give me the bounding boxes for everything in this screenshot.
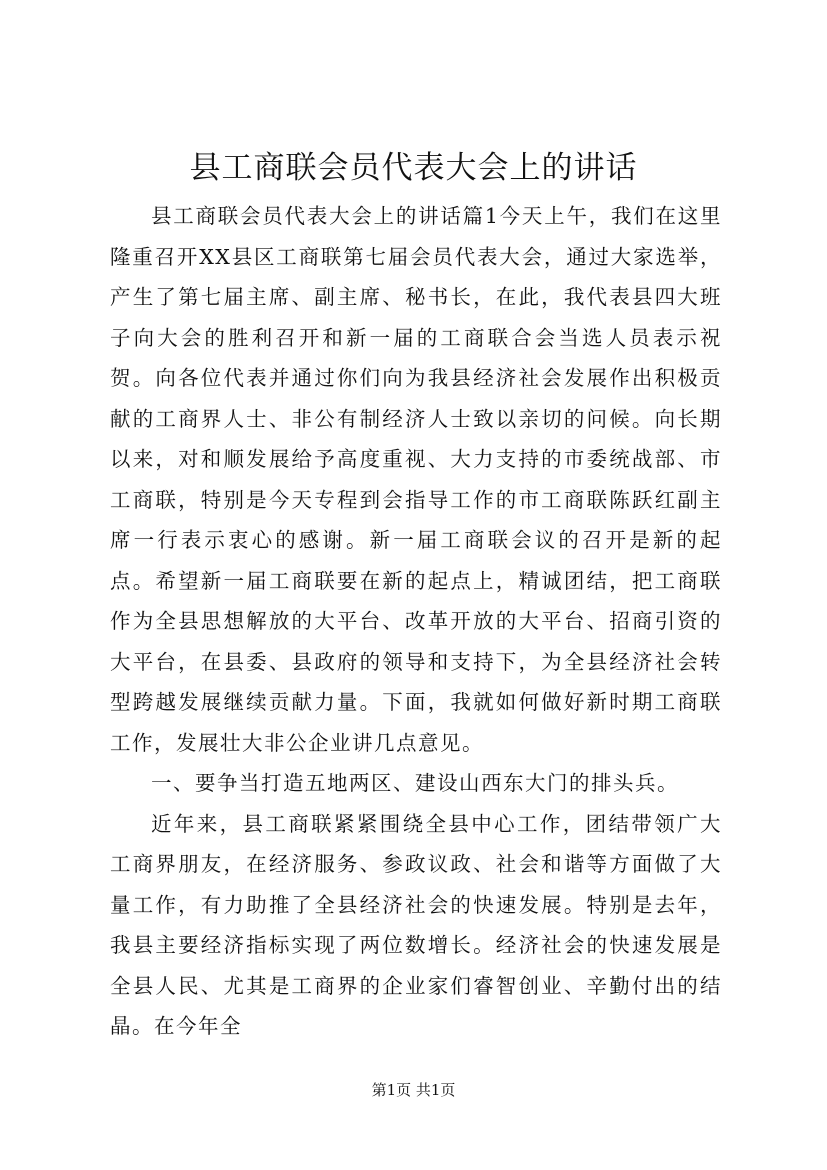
body-paragraph: 近年来，县工商联紧紧围绕全县中心工作，团结带领广大工商界朋友，在经济服务、参政议政、社会和谐等方面做了大量工作，有力助推了全县经济社会的快速发展。特别是去年，我县主要经济指标实现了两位数增长。经济社会的快速发展是全县人民、尤其是工商界的企业家们睿智创业、辛勤付出的结晶。在今年全 xyxy=(110,811,722,1038)
section-heading-paragraph: 一、要争当打造五地两区、建设山西东大门的排头兵。 xyxy=(151,771,679,795)
page-number-footer: 第1页 共1页 xyxy=(371,1081,456,1099)
document-body xyxy=(110,196,722,1047)
document-title: 县工商联会员代表大会上的讲话 xyxy=(189,150,638,186)
body-paragraph: 县工商联会员代表大会上的讲话篇1今天上午，我们在这里隆重召开XX县区工商联第七届会员代表大会，通过大家选举，产生了第七届主席、副主席、秘书长，在此，我代表县四大班子向大会的胜利召开和新一届的工商联合会当选人员表示祝贺。向各位代表并通过你们向为我县经济社会发展作出积极贡献的工商界人士、非公有制经济人士致以亲切的问候。向长期以来，对和顺发展给予高度重视、大力支持的市委统战部、市工商联，特别是今天专程到会指导工作的市工商联陈跃红副主席一行表示衷心的感谢。新一届工商联会议的召开是新的起点。希望新一届工商联要在新的起点上，精诚团结，把工商联作为全县思想解放的大平台、改革开放的大平台、招商引资的大平台，在县委、县政府的领导和支持下，为全县经济社会转型跨越发展继续贡献力量。下面，我就如何做好新时期工商联工作，发展壮大非公企业讲几点意见。 xyxy=(110,204,722,755)
